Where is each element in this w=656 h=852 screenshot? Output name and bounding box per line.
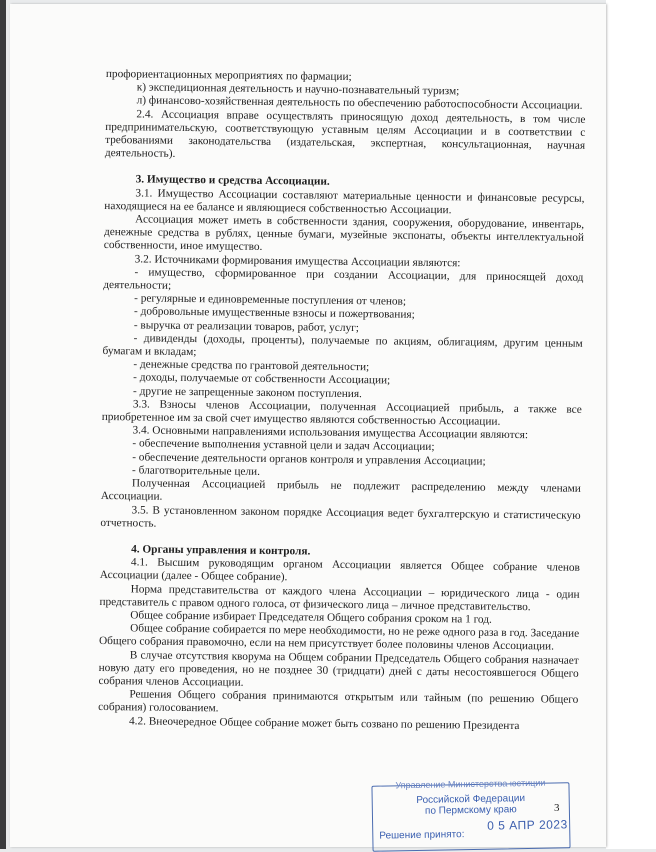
paragraph: Решения Общего собрания принимаются открытым или тайным (по решению Общего собрания) голосованием. xyxy=(98,688,579,715)
paragraph: 3.2. Источниками формирования имущества Ассоциации являются: xyxy=(134,253,461,269)
paragraph: 3.3. Взносы членов Ассоциации, полученная Ассоциацией прибыль, а также все приобретенное им за свой счет имущество являются собственностью Ассоциации. xyxy=(101,398,582,428)
paragraph: л) финансово-хозяйственная деятельность по обеспечению работоспособности Ассоциации. xyxy=(136,94,583,113)
paragraph: профориентационных мероприятиях по фармации; xyxy=(105,68,352,84)
section-4-body xyxy=(98,556,580,733)
paragraph: В случае отсутствия кворума на Общем собрании Председатель Общего собрания назначает новую дату его проведения, но не позднее 30 (тридцати) дней с даты несостоявшегося Общего собрания членов Ассоциации. xyxy=(98,648,579,689)
intro-paragraphs xyxy=(105,68,586,166)
paragraph: Полученная Ассоциацией прибыль не подлежит распределению между членами Ассоциации. xyxy=(100,477,581,504)
document-text xyxy=(98,68,586,734)
document-page xyxy=(10,4,606,847)
paragraph: Норма представительства от каждого члена Ассоциации – юридического лица - один представитель с правом одного голоса, от физического лица – личное представительство. xyxy=(99,582,580,613)
paragraph: Общее собрание собирается по мере необходимости, но не реже одного раза в год. Заседание Общего собрания правомочно, если на нем присутствует более половины членов Ассоциации. xyxy=(98,622,580,653)
paragraph: 4.2. Внеочередное Общее собрание может быть созвано по решению Президента xyxy=(128,714,520,732)
paragraph: Общее собрание избирает Председателя Общего собрания сроком на 1 год. xyxy=(130,609,492,626)
paragraph: - дивиденды (доходы, проценты), получаемые по акциям, облигациям, другим ценным бумагам и вкладам; xyxy=(102,332,583,359)
stamp-line-3: по Пермскому краю xyxy=(424,804,517,817)
paragraph: - добровольные имущественные взносы и пожертвования; xyxy=(133,305,415,322)
scan-right-margin xyxy=(606,0,656,849)
section-4-title: 4. Органы управления и контроля. xyxy=(131,543,311,558)
paragraph: - имущество, сформированное при создании Ассоциации, для приносящей доход деятельности; xyxy=(103,266,584,292)
paragraph: 3.1. Имущество Ассоциации составляют материальные ценности и финансовые ресурсы, находящиеся на ее балансе и являющиеся собственностью Ассоциации. xyxy=(104,186,585,217)
stamp-line-4: Решение принято: xyxy=(379,829,465,842)
paragraph: - выручка от реализации товаров, работ, услуг; xyxy=(133,319,359,334)
scan-left-edge xyxy=(0,0,6,849)
page-number: 3 xyxy=(554,802,560,814)
stamp-line-1: Управление Министерства юстиции xyxy=(395,777,546,791)
paragraph: - регулярные и единовременные поступления от членов; xyxy=(134,292,407,308)
section-3-title: 3. Имущество и средства Ассоциации. xyxy=(135,173,330,189)
section-3-body xyxy=(100,187,584,536)
paragraph: к) экспедиционная деятельность и научно-познавательный туризм; xyxy=(136,81,460,98)
paragraph: 4.1. Высшим руководящим органом Ассоциации является Общее собрание членов Ассоциации (далее - Общее собрание). xyxy=(99,556,581,584)
stamp-date: 0 5 АПР 2023 xyxy=(487,817,568,833)
paragraph: - благотворительные цели. xyxy=(132,464,261,478)
paragraph: - обеспечение выполнения уставной цели и задач Ассоциации; xyxy=(132,437,435,454)
paragraph: - денежные средства по грантовой деятельности; xyxy=(133,358,370,374)
paragraph: - другие не запрещенные законом поступления. xyxy=(132,385,363,400)
paragraph: Ассоциация может иметь в собственности здания, сооружения, оборудование, инвентарь, денежные средства в рублях, ценные бумаги, музейные экспонаты, объекты интеллектуальной собственности, иное имущество. xyxy=(103,213,585,254)
paragraph: - обеспечение деятельности органов контроля и управления Ассоциации; xyxy=(132,451,486,468)
paragraph: - доходы, получаемые от собственности Ассоциации; xyxy=(133,371,391,387)
stamp-line-2: Российской Федерации xyxy=(416,793,526,806)
registration-stamp xyxy=(371,777,570,851)
paragraph: 2.4. Ассоциация вправе осуществлять приносящую доход деятельность, в том числе предпринимательскую, соответствующую уставным целям Ассоциации и в соответствии с требованиями законодательства (издательская, экспертная, консультационная, научная деятельность). xyxy=(104,107,586,161)
paragraph: 3.5. В установленном законом порядке Ассоциация ведет бухгалтерскую и статистическую отчетность. xyxy=(100,503,581,530)
paragraph: 3.4. Основными направлениями использования имущества Ассоциации являются: xyxy=(132,424,529,442)
